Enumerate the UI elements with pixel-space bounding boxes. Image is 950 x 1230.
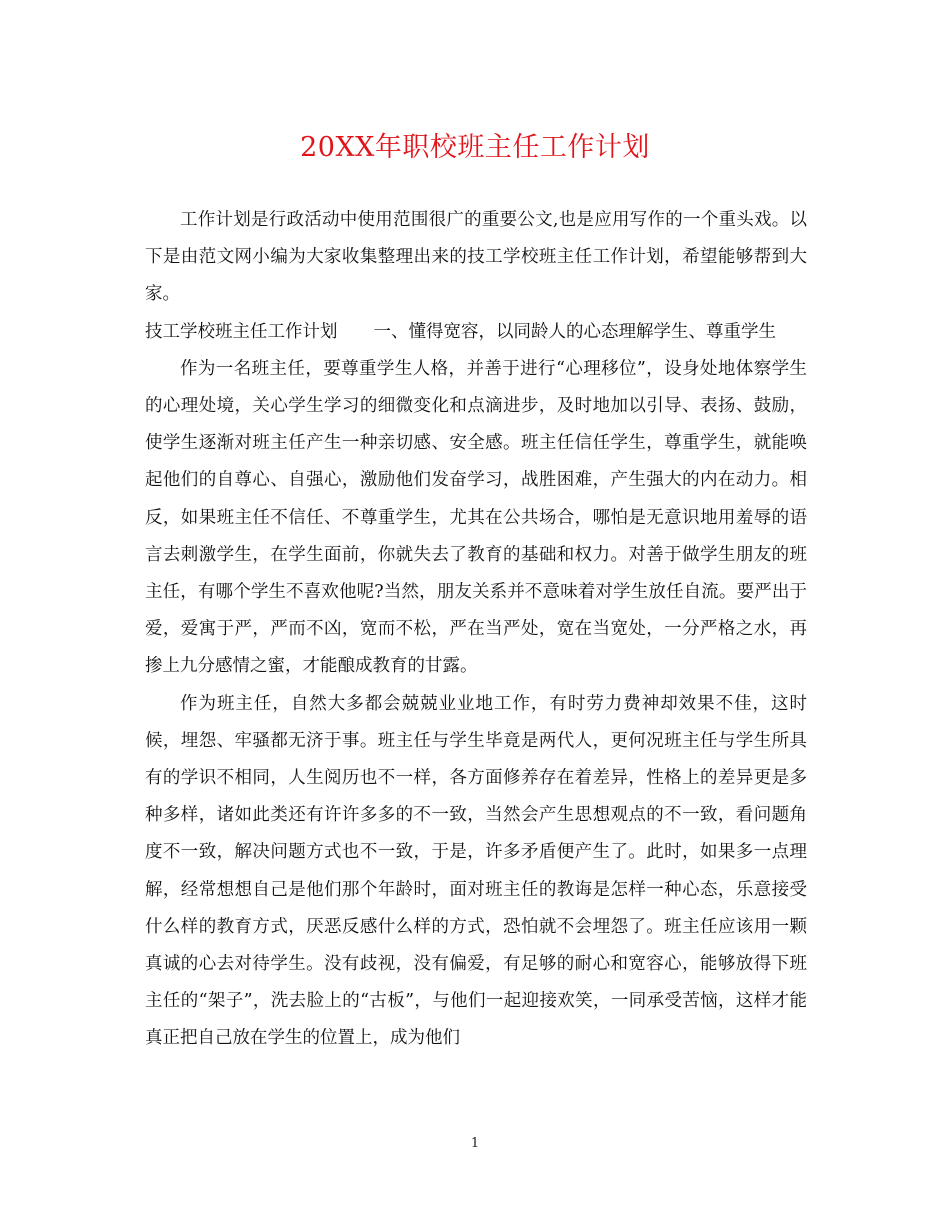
document-title: 20XX年职校班主任工作计划 xyxy=(300,132,650,163)
body-paragraph-2: 作为班主任，自然大多都会兢兢业业地工作，有时劳力费神却效果不佳，这时候，埋怨、牢骚都无济于事。班主任与学生毕竟是两代人，更何况班主任与学生所具有的学识不相同，人生阅历也不一样，各方面修养存在着差异，性格上的差异更是多种多样，诸如此类还有许许多多的不一致，当然会产生思想观点的不一致，看问题角度不一致，解决问题方式也不一致，于是，许多矛盾便产生了。此时，如果多一点理解，经常想想自己是他们那个年龄时，面对班主任的教诲是怎样一种心态，乐意接受什么样的教育方式，厌恶反感什么样的方式，恐怕就不会埋怨了。班主任应该用一颗真诚的心去对待学生。没有歧视，没有偏爱，有足够的耐心和宽容心，能够放得下班主任的“架子”，洗去脸上的“古板”，与他们一起迎接欢笑，一同承受苦恼，这样才能真正把自己放在学生的位置上，成为他们 xyxy=(145,693,807,1049)
page-number: 1 xyxy=(470,1136,480,1151)
body-paragraph-1: 作为一名班主任，要尊重学生人格，并善于进行“心理移位”，设身处地体察学生的心理处境，关心学生学习的细微变化和点滴进步，及时地加以引导、表扬、鼓励，使学生逐渐对班主任产生一种亲切感、安全感。班主任信任学生，尊重学生，就能唤起他们的自尊心、自强心，激励他们发奋学习，战胜困难，产生强大的内在动力。相反，如果班主任不信任、不尊重学生，尤其在公共场合，哪怕是无意识地用羞辱的语言去刺激学生，在学生面前，你就失去了教育的基础和权力。对善于做学生朋友的班主任，有哪个学生不喜欢他呢?当然，朋友关系并不意味着对学生放任自流。要严出于爱，爱寓于严，严而不凶，宽而不松，严在当严处，宽在当宽处，一分严格之水，再掺上九分感情之蜜，才能酿成教育的甘露。 xyxy=(145,358,807,677)
plan-heading: 技工学校班主任工作计划 xyxy=(145,321,338,342)
section-one-heading: 一、懂得宽容，以同龄人的心态理解学生、尊重学生 xyxy=(373,321,776,342)
document-body xyxy=(145,202,807,1058)
intro-paragraph: 工作计划是行政活动中使用范围很广的重要公文,也是应用写作的一个重头戏。以下是由范文网小编为大家收集整理出来的技工学校班主任工作计划，希望能够帮到大家。 xyxy=(145,210,807,305)
plan-heading-line xyxy=(145,314,807,351)
